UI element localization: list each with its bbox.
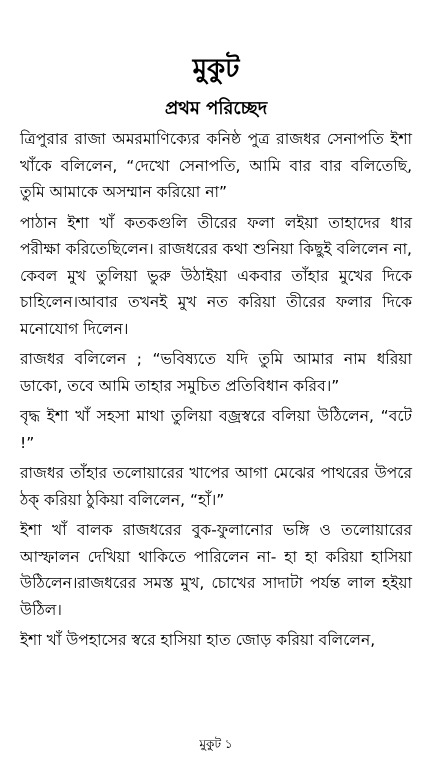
paragraph: রাজধর বলিলেন ; “ভবিষ্যতে যদি তুমি আমার নাম ধরিয়া ডাকো, তবে আমি তাহার সমুচিত প্রতিবিধান করিব।” [20, 350, 412, 395]
paragraph: রাজধর তাঁহার তলোয়ারের খাপের আগা মেঝের পাথরের উপরে ঠক্ করিয়া ঠুকিয়া বলিলেন, “হাঁ।” [20, 464, 412, 509]
book-title: মুকুট [192, 54, 240, 84]
paragraph: ত্রিপুরার রাজা অমরমাণিক্যের কনিষ্ঠ পুত্র রাজধর সেনাপতি ইশা খাঁকে বলিলেন, “দেখো সেনাপতি, আমি বার বার বলিতেছি, তুমি আমাকে অসম্মান করিয়ো না” [20, 130, 412, 201]
paragraph: ইশা খাঁ উপহাসের স্বরে হাসিয়া হাত জোড় করিয়া বলিলেন, [20, 631, 376, 649]
chapter-body [20, 126, 412, 658]
paragraph: পাঠান ইশা খাঁ কতকগুলি তীরের ফলা লইয়া তাহাদের ধার পরীক্ষা করিতেছিলেন। রাজধরের কথা শুনিয়া কিছুই বলিলেন না, কেবল মুখ তুলিয়া ভুরু উঠাইয়া একবার তাঁহার মুখের দিকে চাহিলেন।আবার তখনই মুখ নত করিয়া তীরের ফলার দিকে মনোযোগ দিলেন। [20, 213, 412, 338]
paragraph: বৃদ্ধ ইশা খাঁ সহসা মাথা তুলিয়া বজ্রস্বরে বলিয়া উঠিলেন, “বটে !” [20, 407, 412, 452]
chapter-title: প্রথম পরিচ্ছেদ [164, 98, 268, 119]
page-footer: মুকুট ১ [199, 737, 233, 751]
paragraph: ইশা খাঁ বালক রাজধরের বুক-ফুলানোর ভঙ্গি ও তলোয়ারের আস্ফালন দেখিয়া থাকিতে পারিলেন না- হা হা করিয়া হাসিয়া উঠিলেন।রাজধরের সমস্ত মুখ, চোখের সাদাটা পর্যন্ত লাল হইয়া উঠিল। [20, 521, 412, 619]
